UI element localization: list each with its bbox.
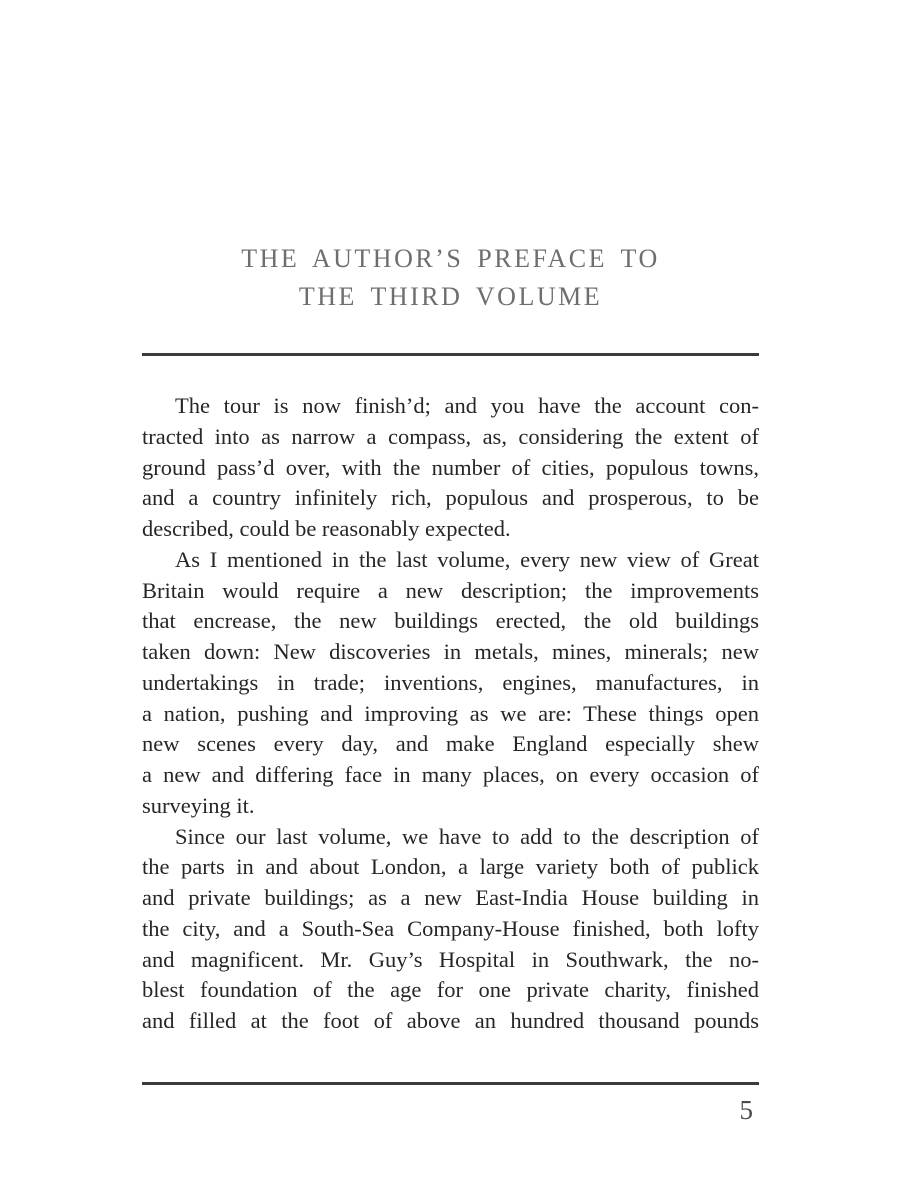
top-rule	[142, 353, 759, 356]
text-line: that encrease, the new buildings erected, the old buildings	[142, 608, 759, 634]
text-line: taken down: New discoveries in metals, mines, minerals; new	[142, 639, 759, 664]
text-line: Since our last volume, we have to add to the description of	[175, 823, 759, 849]
text-line: a new and differing face in many places, on every occasion of	[142, 762, 759, 787]
text-line: the parts in and about London, a large variety both of publick	[142, 854, 759, 880]
text-line: The tour is now finish’d; and you have the account con-	[175, 393, 759, 418]
text-line: and magnificent. Mr. Guy’s Hospital in Southwark, the no-	[142, 946, 759, 972]
text-line: surveying it.	[142, 792, 255, 818]
text-line: and a country infinitely rich, populous and prosperous, to be	[142, 485, 759, 511]
text-line: blest foundation of the age for one private charity, finished	[142, 977, 759, 1003]
text-line: the city, and a South-Sea Company-House finished, both lofty	[142, 915, 759, 941]
text-line: undertakings in trade; inventions, engines, manufactures, in	[142, 669, 759, 695]
chapter-heading-line-2: THE THIRD VOLUME	[298, 282, 603, 311]
body-text	[142, 391, 759, 1037]
text-line: and filled at the foot of above an hundred thousand pounds	[142, 1008, 759, 1033]
chapter-heading	[142, 240, 759, 316]
text-line: new scenes every day, and make England especially shew	[142, 731, 759, 757]
page-number: 5	[739, 1095, 753, 1125]
text-line: described, could be reasonably expected.	[142, 516, 511, 541]
text-line: and private buildings; as a new East-India House building in	[142, 885, 759, 910]
text-line: ground pass’d over, with the number of cities, populous towns,	[142, 454, 759, 480]
text-line: Britain would require a new description; the improvements	[142, 577, 759, 603]
text-line: As I mentioned in the last volume, every new view of Great	[175, 546, 759, 572]
bottom-rule	[142, 1082, 759, 1085]
text-line: a nation, pushing and improving as we are: These things open	[142, 700, 759, 726]
text-line: tracted into as narrow a compass, as, considering the extent of	[142, 423, 759, 449]
chapter-heading-line-1: THE AUTHOR’S PREFACE TO	[241, 244, 660, 273]
